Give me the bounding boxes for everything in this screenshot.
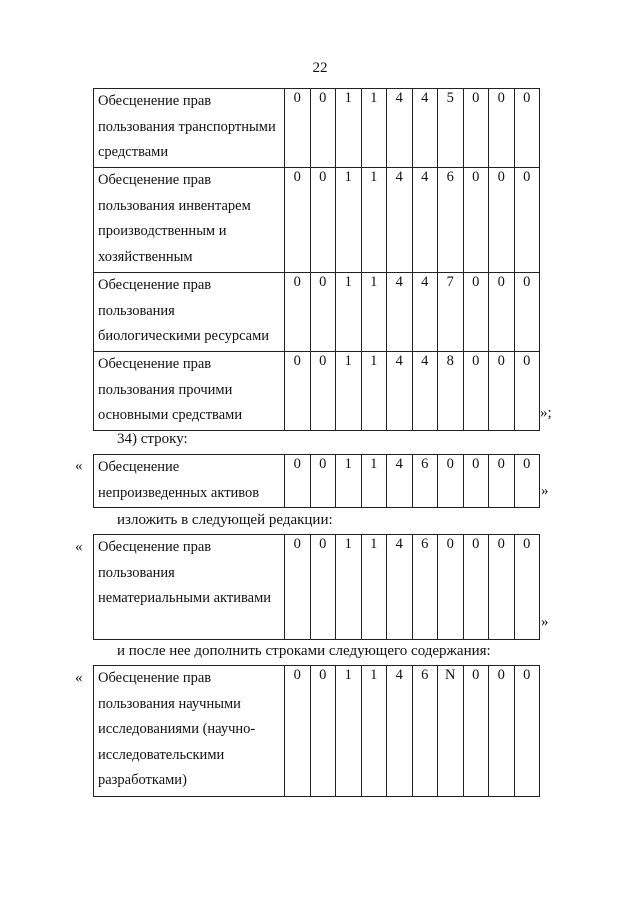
digit-cell: N xyxy=(438,666,464,797)
digit-cell: 4 xyxy=(387,89,413,168)
digit-cell: 0 xyxy=(463,666,489,797)
digit-cell: 0 xyxy=(285,455,311,508)
table-row xyxy=(94,352,540,431)
digit-cell: 1 xyxy=(361,455,387,508)
digit-cell: 4 xyxy=(412,89,438,168)
code-table-2 xyxy=(93,454,540,508)
opening-quote: « xyxy=(75,670,83,686)
digit-cell: 4 xyxy=(387,535,413,640)
digit-cell: 0 xyxy=(310,168,336,273)
digit-cell: 4 xyxy=(412,352,438,431)
digit-cell: 0 xyxy=(285,168,311,273)
digit-cell: 4 xyxy=(412,168,438,273)
digit-cell: 1 xyxy=(336,352,362,431)
table-row xyxy=(94,89,540,168)
digit-cell: 0 xyxy=(285,535,311,640)
digit-cell: 0 xyxy=(514,455,540,508)
digit-cell: 0 xyxy=(489,455,515,508)
digit-cell: 6 xyxy=(412,535,438,640)
digit-cell: 0 xyxy=(514,168,540,273)
opening-quote: « xyxy=(75,539,83,555)
digit-cell: 0 xyxy=(310,89,336,168)
digit-cell: 0 xyxy=(463,89,489,168)
digit-cell: 0 xyxy=(489,535,515,640)
digit-cell: 0 xyxy=(489,273,515,352)
row-label: Обесценение прав пользования транспортными средствами xyxy=(94,89,285,168)
digit-cell: 1 xyxy=(336,89,362,168)
opening-quote: « xyxy=(75,458,83,474)
digit-cell: 0 xyxy=(285,273,311,352)
row-label: Обесценение непроизведенных активов xyxy=(94,455,285,508)
row-label: Обесценение прав пользования научными исследованиями (научно-исследовательскими разработками) xyxy=(94,666,285,797)
row-label: Обесценение прав пользования нематериальными активами xyxy=(94,535,285,640)
digit-cell: 4 xyxy=(387,273,413,352)
digit-cell: 4 xyxy=(387,455,413,508)
digit-cell: 4 xyxy=(387,352,413,431)
digit-cell: 0 xyxy=(438,535,464,640)
digit-cell: 7 xyxy=(438,273,464,352)
digit-cell: 1 xyxy=(361,666,387,797)
digit-cell: 0 xyxy=(514,273,540,352)
digit-cell: 1 xyxy=(361,352,387,431)
digit-cell: 0 xyxy=(310,352,336,431)
digit-cell: 0 xyxy=(514,666,540,797)
code-table-3 xyxy=(93,534,540,640)
digit-cell: 0 xyxy=(285,352,311,431)
digit-cell: 0 xyxy=(310,455,336,508)
digit-cell: 0 xyxy=(463,352,489,431)
closing-quote: » xyxy=(541,614,549,630)
digit-cell: 4 xyxy=(387,666,413,797)
digit-cell: 1 xyxy=(361,535,387,640)
code-table-1 xyxy=(93,88,540,431)
digit-cell: 0 xyxy=(489,89,515,168)
digit-cell: 8 xyxy=(438,352,464,431)
digit-cell: 1 xyxy=(361,168,387,273)
supplement-instruction: и после нее дополнить строками следующего содержания: xyxy=(117,643,491,659)
digit-cell: 1 xyxy=(361,89,387,168)
digit-cell: 6 xyxy=(438,168,464,273)
replace-instruction: изложить в следующей редакции: xyxy=(117,512,333,528)
page-number: 22 xyxy=(312,60,328,76)
digit-cell: 1 xyxy=(336,168,362,273)
digit-cell: 0 xyxy=(463,455,489,508)
digit-cell: 1 xyxy=(336,455,362,508)
row-label: Обесценение прав пользования прочими основными средствами xyxy=(94,352,285,431)
table-row xyxy=(94,168,540,273)
table-row xyxy=(94,455,540,508)
closing-quote: »; xyxy=(540,405,552,421)
digit-cell: 0 xyxy=(463,168,489,273)
digit-cell: 6 xyxy=(412,666,438,797)
digit-cell: 0 xyxy=(489,168,515,273)
digit-cell: 0 xyxy=(310,666,336,797)
digit-cell: 0 xyxy=(514,535,540,640)
digit-cell: 5 xyxy=(438,89,464,168)
digit-cell: 0 xyxy=(310,273,336,352)
digit-cell: 0 xyxy=(310,535,336,640)
digit-cell: 0 xyxy=(463,535,489,640)
digit-cell: 4 xyxy=(387,168,413,273)
digit-cell: 1 xyxy=(336,273,362,352)
row-label: Обесценение прав пользования инвентарем производственным и хозяйственным xyxy=(94,168,285,273)
digit-cell: 0 xyxy=(438,455,464,508)
digit-cell: 1 xyxy=(361,273,387,352)
code-table-4 xyxy=(93,665,540,797)
digit-cell: 0 xyxy=(489,666,515,797)
digit-cell: 6 xyxy=(412,455,438,508)
digit-cell: 0 xyxy=(285,89,311,168)
digit-cell: 0 xyxy=(489,352,515,431)
table-row xyxy=(94,666,540,797)
table-row xyxy=(94,273,540,352)
digit-cell: 0 xyxy=(285,666,311,797)
row-label: Обесценение прав пользования биологическими ресурсами xyxy=(94,273,285,352)
digit-cell: 1 xyxy=(336,535,362,640)
digit-cell: 1 xyxy=(336,666,362,797)
digit-cell: 0 xyxy=(514,352,540,431)
digit-cell: 4 xyxy=(412,273,438,352)
digit-cell: 0 xyxy=(463,273,489,352)
closing-quote: » xyxy=(541,483,549,499)
item-34-heading: 34) строку: xyxy=(117,431,188,447)
digit-cell: 0 xyxy=(514,89,540,168)
table-row xyxy=(94,535,540,640)
